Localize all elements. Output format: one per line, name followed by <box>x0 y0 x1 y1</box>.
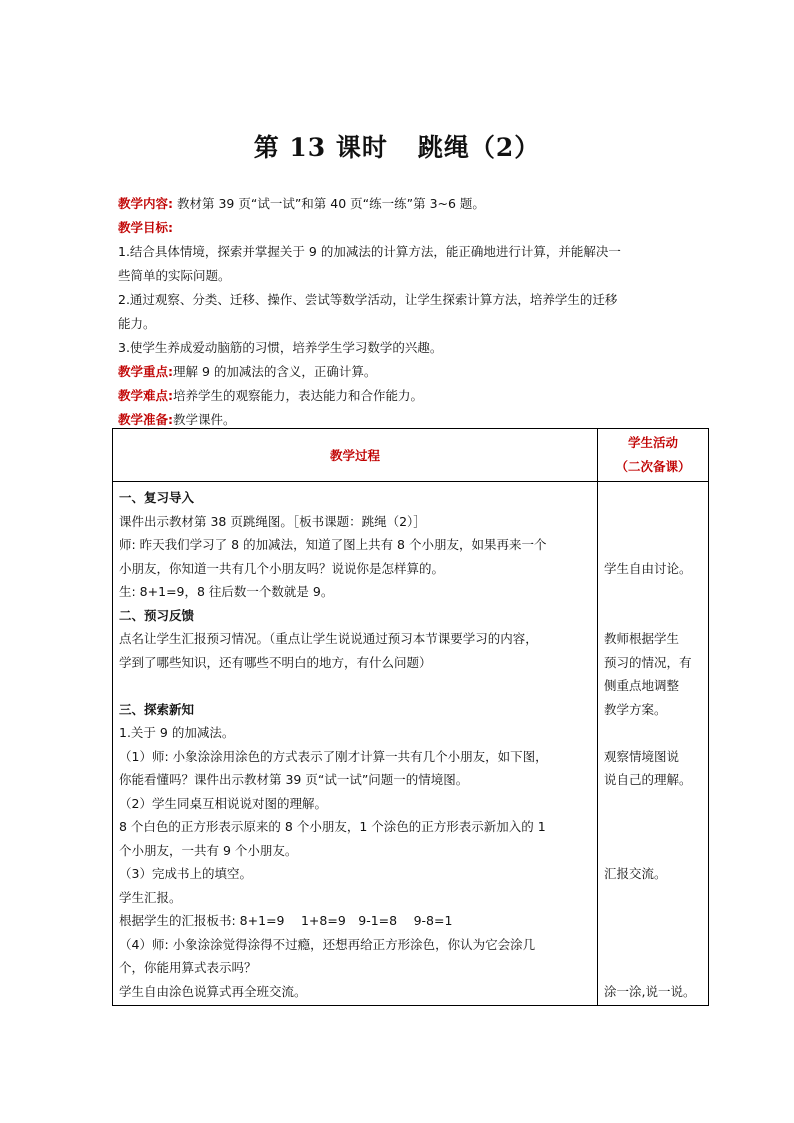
process-line: 生: 8+1=9，8 往后数一个数就是 9。 <box>119 584 334 599</box>
key-row <box>118 360 698 384</box>
title-lesson-number: 第 13 课时 <box>253 133 388 162</box>
section-heading: 二、预习反馈 <box>119 607 195 623</box>
process-lines <box>119 486 591 1003</box>
process-line: 学生自由涂色说算式再全班交流。 <box>119 983 307 999</box>
section-heading: 一、复习导入 <box>119 490 195 505</box>
process-line <box>119 674 591 698</box>
activity-note: 预习的情况，有 <box>604 654 692 670</box>
header-process: 教学过程 <box>113 429 598 482</box>
process-line: 学生汇报。 <box>119 889 182 905</box>
key-text: 理解 9 的加减法的含义，正确计算。 <box>173 364 377 379</box>
activity-note: 学生自由讨论。 <box>604 560 692 576</box>
process-line: （1）师: 小象涂涂用涂色的方式表示了刚才计算一共有几个小朋友，如下图， <box>119 748 548 764</box>
title-topic: 跳绳（2） <box>417 133 541 162</box>
header-activity <box>598 429 709 482</box>
difficulty-row <box>118 384 698 408</box>
goal-line: 3.使学生养成爱动脑筋的习惯，培养学生学习数学的兴趣。 <box>118 340 443 355</box>
activity-note: 涂一涂,说一说。 <box>604 983 696 999</box>
goal-line: 些简单的实际问题。 <box>118 268 231 283</box>
process-line: 个，你能用算式表示吗？ <box>119 960 257 975</box>
activity-cell <box>598 482 709 1006</box>
process-line: （3）完成书上的填空。 <box>119 866 252 881</box>
process-cell <box>113 482 598 1006</box>
process-line: 课件出示教材第 38 页跳绳图。［板书课题：跳绳（2）］ <box>119 513 426 529</box>
process-line: 8 个白色的正方形表示原来的 8 个小朋友，1 个涂色的正方形表示新加入的 1 <box>119 819 546 834</box>
content-text: 教材第 39 页“试一试”和第 40 页“练一练”第 3~6 题。 <box>176 196 485 211</box>
activity-note: 观察情境图说 <box>604 748 680 764</box>
process-line: （4）师: 小象涂涂觉得涂得不过瘾，还想再给正方形涂色，你认为它会涂几 <box>119 936 536 952</box>
section-heading: 三、探索新知 <box>119 701 195 717</box>
lesson-table <box>112 428 709 1006</box>
activity-note: 说自己的理解。 <box>604 772 692 787</box>
process-line: 学到了哪些知识，还有哪些不明白的地方，有什么问题） <box>119 654 432 670</box>
goal-line: 1.结合具体情境，探索并掌握关于 9 的加减法的计算方法，能正确地进行计算，并能解决一 <box>118 244 621 259</box>
page-title <box>0 128 794 164</box>
goal-line: 2.通过观察、分类、迁移、操作、尝试等数学活动，让学生探索计算方法，培养学生的迁移 <box>118 292 618 307</box>
goals-row <box>118 216 698 240</box>
difficulty-text: 培养学生的观察能力，表达能力和合作能力。 <box>173 388 424 403</box>
activity-note: 教师根据学生 <box>604 631 680 646</box>
header-activity-line1: 学生活动 <box>627 435 678 450</box>
difficulty-label: 教学难点: <box>118 388 173 403</box>
key-label: 教学重点: <box>118 364 173 379</box>
process-line: 1.关于 9 的加减法。 <box>119 725 235 740</box>
process-line: （2）学生同桌互相说说对图的理解。 <box>119 795 327 811</box>
activity-note: 教学方案。 <box>604 701 667 717</box>
prep-label: 教学准备: <box>118 412 173 427</box>
process-line: 点名让学生汇报预习情况。（重点让学生说说通过预习本节课要学习的内容， <box>119 631 538 646</box>
content-label: 教学内容: <box>118 196 173 211</box>
process-line: 个小朋友，一共有 9 个小朋友。 <box>119 842 298 858</box>
process-line: 小朋友，你知道一共有几个小朋友吗？说说你是怎样算的。 <box>119 560 445 576</box>
header-activity-line2: （二次备课） <box>615 459 691 474</box>
goals-label: 教学目标: <box>118 220 173 235</box>
content-row <box>118 192 698 216</box>
activity-note: 侧重点地调整 <box>604 678 680 693</box>
process-line: 师: 昨天我们学习了 8 的加减法，知道了图上共有 8 个小朋友，如果再来一个 <box>119 537 547 552</box>
goal-line: 能力。 <box>118 316 156 331</box>
prep-text: 教学课件。 <box>173 412 236 427</box>
lesson-meta <box>118 192 698 432</box>
activity-note: 汇报交流。 <box>604 866 667 881</box>
process-line: 你能看懂吗？课件出示教材第 39 页“试一试”问题一的情境图。 <box>119 772 469 787</box>
process-line: 根据学生的汇报板书: 8+1=9 1+8=9 9-1=8 9-8=1 <box>119 913 453 928</box>
